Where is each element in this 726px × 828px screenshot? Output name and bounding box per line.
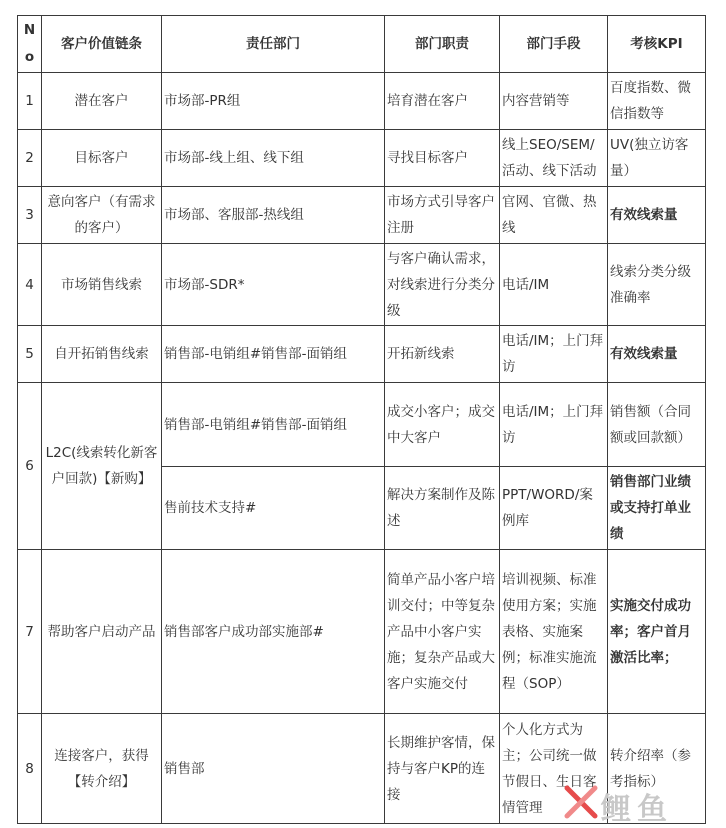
header-chain: 客户价值链条 <box>42 16 162 73</box>
table-row <box>18 130 706 187</box>
table-row <box>18 383 706 467</box>
header-duty: 部门职责 <box>385 16 500 73</box>
cell-no: 2 <box>18 130 42 187</box>
cell-kpi: 销售额（合同额或回款额） <box>608 383 706 467</box>
cell-means: 电话/IM；上门拜访 <box>500 383 608 467</box>
cell-kpi: 有效线索量 <box>608 326 706 383</box>
cell-chain: 目标客户 <box>42 130 162 187</box>
cell-kpi: 实施交付成功率；客户首月激活比率； <box>608 550 706 714</box>
header-dept: 责任部门 <box>162 16 385 73</box>
cell-chain: L2C(线索转化新客户回款)【新购】 <box>42 383 162 550</box>
cell-dept: 销售部-电销组#销售部-面销组 <box>162 326 385 383</box>
cell-no: 1 <box>18 73 42 130</box>
cell-chain: 帮助客户启动产品 <box>42 550 162 714</box>
table-row <box>18 550 706 714</box>
cell-dept: 市场部-PR组 <box>162 73 385 130</box>
cell-no: 3 <box>18 187 42 244</box>
table-row <box>18 73 706 130</box>
table-row <box>18 326 706 383</box>
cell-means: 内容营销等 <box>500 73 608 130</box>
cell-chain: 连接客户，获得【转介绍】 <box>42 714 162 824</box>
cell-means: 电话/IM；上门拜访 <box>500 326 608 383</box>
header-kpi: 考核KPI <box>608 16 706 73</box>
cell-no: 6 <box>18 383 42 550</box>
cell-dept: 市场部、客服部-热线组 <box>162 187 385 244</box>
cell-means: 个人化方式为主；公司统一做节假日、生日客情管理 <box>500 714 608 824</box>
cell-duty: 市场方式引导客户注册 <box>385 187 500 244</box>
cell-means: 线上SEO/SEM/活动、线下活动 <box>500 130 608 187</box>
cell-no: 5 <box>18 326 42 383</box>
cell-chain: 自开拓销售线索 <box>42 326 162 383</box>
cell-dept: 销售部客户成功部实施部# <box>162 550 385 714</box>
cell-duty: 培育潜在客户 <box>385 73 500 130</box>
header-row <box>18 16 706 73</box>
cell-duty: 长期维护客情，保持与客户KP的连接 <box>385 714 500 824</box>
cell-no: 4 <box>18 244 42 326</box>
cell-duty: 成交小客户；成交中大客户 <box>385 383 500 467</box>
header-no: No <box>18 16 42 73</box>
cell-kpi: 有效线索量 <box>608 187 706 244</box>
cell-means: 官网、官微、热线 <box>500 187 608 244</box>
table-row <box>18 244 706 326</box>
cell-dept: 销售部 <box>162 714 385 824</box>
cell-dept: 市场部-线上组、线下组 <box>162 130 385 187</box>
cell-kpi: 线索分类分级准确率 <box>608 244 706 326</box>
cell-duty: 寻找目标客户 <box>385 130 500 187</box>
watermark <box>561 782 721 827</box>
table-row <box>18 187 706 244</box>
cell-kpi: 转介绍率（参考指标） <box>608 714 706 824</box>
cell-dept: 市场部-SDR* <box>162 244 385 326</box>
cell-duty: 简单产品小客户培训交付；中等复杂产品中小客户实施；复杂产品或大客户实施交付 <box>385 550 500 714</box>
cell-chain: 意向客户（有需求的客户） <box>42 187 162 244</box>
header-means: 部门手段 <box>500 16 608 73</box>
cell-means: PPT/WORD/案例库 <box>500 467 608 550</box>
cell-dept: 销售部-电销组#销售部-面销组 <box>162 383 385 467</box>
watermark-text: 鲤鱼 <box>601 792 673 827</box>
kpi-table <box>17 15 706 824</box>
cell-kpi: 销售部门业绩或支持打单业绩 <box>608 467 706 550</box>
cell-kpi: UV(独立访客量） <box>608 130 706 187</box>
cell-duty: 与客户确认需求，对线索进行分类分级 <box>385 244 500 326</box>
cell-means: 电话/IM <box>500 244 608 326</box>
cell-kpi: 百度指数、微信指数等 <box>608 73 706 130</box>
cell-no: 8 <box>18 714 42 824</box>
cell-means: 培训视频、标准使用方案；实施表格、实施案例；标准实施流程（SOP） <box>500 550 608 714</box>
cell-chain: 潜在客户 <box>42 73 162 130</box>
x-logo-icon <box>561 782 601 822</box>
cell-duty: 解决方案制作及陈述 <box>385 467 500 550</box>
cell-duty: 开拓新线索 <box>385 326 500 383</box>
cell-no: 7 <box>18 550 42 714</box>
cell-dept: 售前技术支持# <box>162 467 385 550</box>
cell-chain: 市场销售线索 <box>42 244 162 326</box>
